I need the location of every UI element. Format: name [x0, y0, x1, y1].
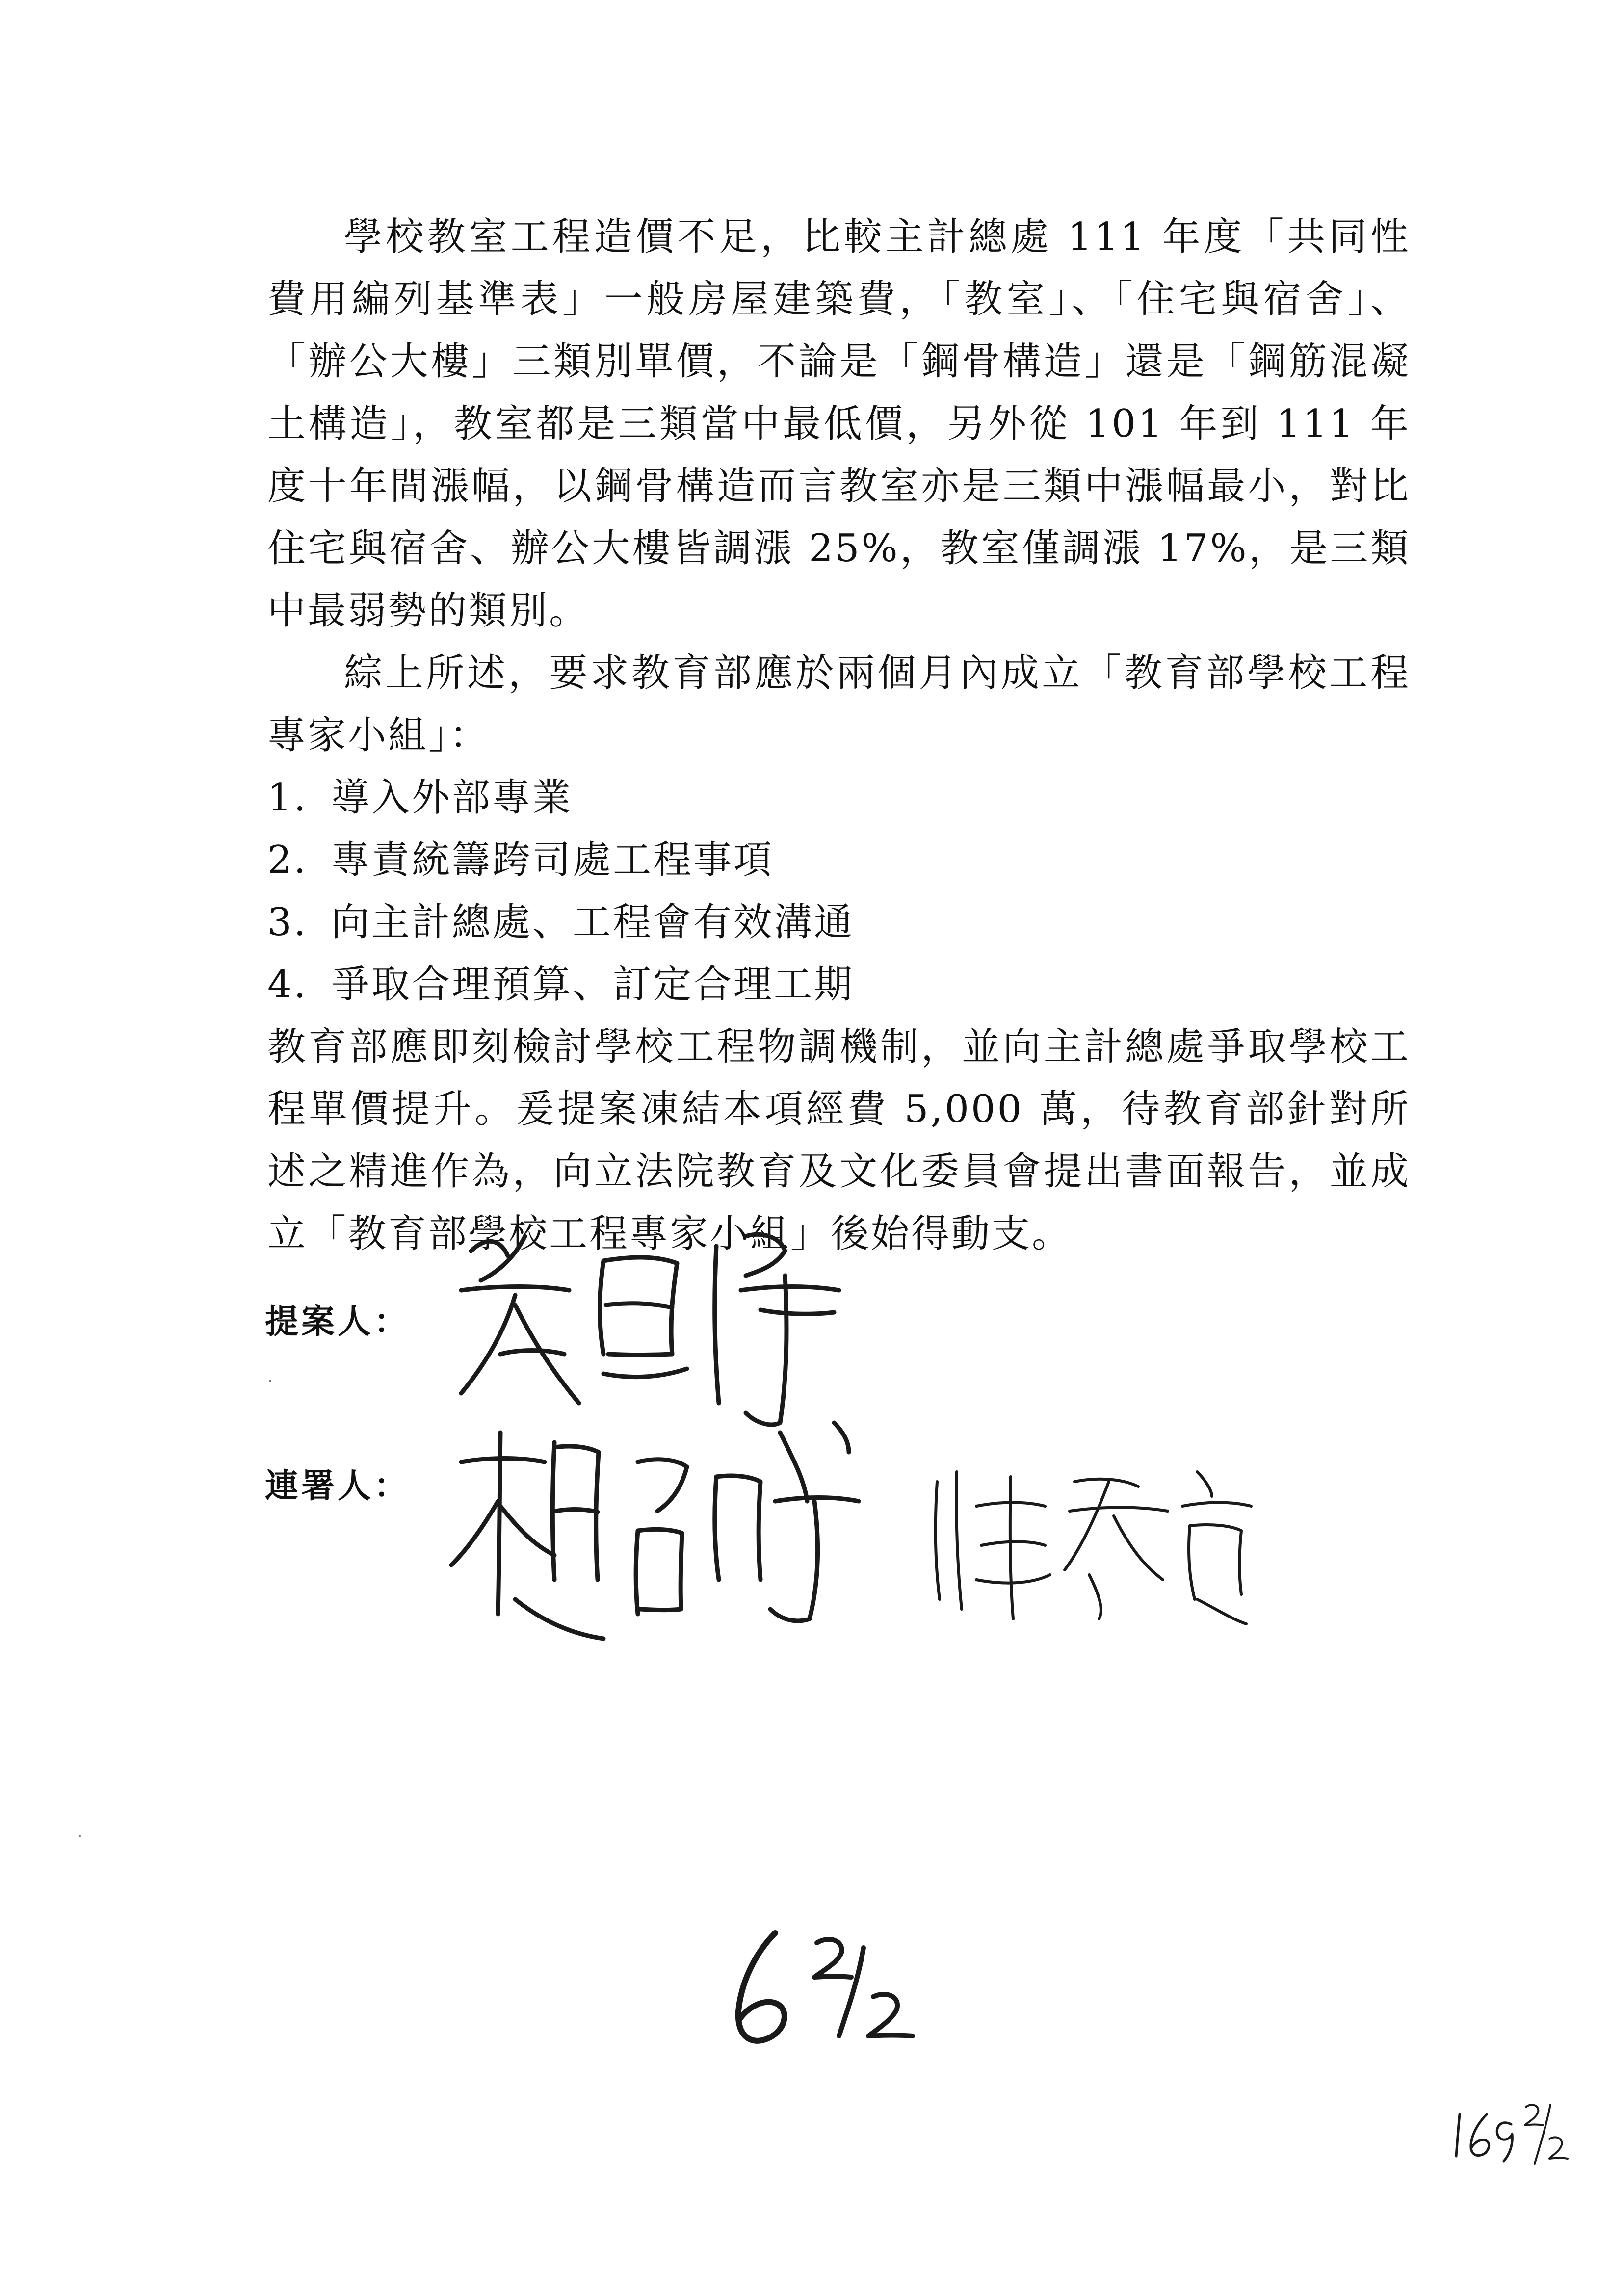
list-item-text: 向主計總處、工程會有效溝通: [331, 900, 855, 944]
list-item-text: 專責統籌跨司處工程事項: [331, 838, 774, 882]
list-item-number: 1.: [267, 776, 308, 820]
list-item: [267, 891, 1411, 954]
paragraph-cost-comparison: 學校教室工程造價不足，比較主計總處 111 年度「共同性費用編列基準表」一般房屋建築費，「教室」、「住宅與宿舍」、「辦公大樓」三類別單價，不論是「鋼骨構造」還是「鋼筋混凝土構造」，教室都是三類當中最低價，另外從 101 年到 111 年度十年間漲幅，以鋼骨構造而言教室亦是三類中漲幅最小，對比住宅與宿舍、辦公大樓皆調漲 25%，教室僅調漲 17%，是三類中最弱勢的類別。: [267, 215, 1411, 633]
scan-speck: [269, 1380, 271, 1382]
list-item: [267, 954, 1411, 1016]
expert-group-tasks-list: [267, 767, 1411, 1016]
scan-speck: [79, 1835, 81, 1837]
list-item-number: 3.: [267, 900, 308, 944]
list-item-text: 爭取合理預算、訂定合理工期: [331, 963, 855, 1007]
list-item: [267, 829, 1411, 891]
handwritten-corner-number: [1452, 2095, 1575, 2168]
cosigner-label: 連署人：: [265, 1467, 411, 1506]
paragraph-freeze-budget: 教育部應即刻檢討學校工程物調機制，並向主計總處爭取學校工程單價提升。爰提案凍結本項經費 5,000 萬，待教育部針對所述之精進作為，向立法院教育及文化委員會提出書面報告，並成立「教育部學校工程專家小組」後始得動支。: [267, 1025, 1411, 1256]
proposer-label: 提案人：: [265, 1303, 411, 1341]
cosigner-signature-2: [922, 1452, 1256, 1629]
list-item-number: 2.: [267, 838, 308, 882]
list-item-text: 導入外部專業: [331, 776, 573, 820]
handwritten-page-mark: [711, 1913, 932, 2061]
list-item: [267, 767, 1411, 829]
cosigner-signature-1: [442, 1403, 883, 1678]
paragraph-summary: 綜上所述，要求教育部應於兩個月內成立「教育部學校工程專家小組」：: [267, 651, 1411, 757]
proposal-body: [267, 206, 1411, 1265]
list-item-number: 4.: [267, 963, 308, 1007]
